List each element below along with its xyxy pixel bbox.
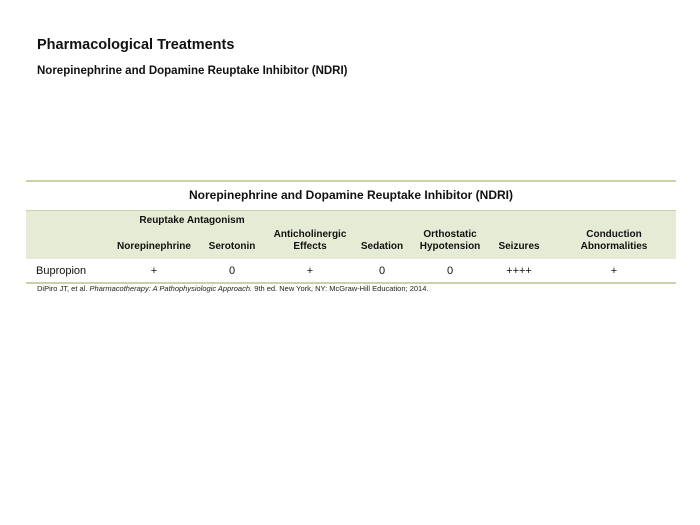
- reuptake-antagonism-header: Reuptake Antagonism: [114, 211, 270, 231]
- conduction-cell: +: [610, 264, 618, 277]
- table-row: [26, 259, 676, 282]
- column-header-norepinephrine: Norepinephrine: [114, 231, 194, 259]
- drug-name-cell: Bupropion: [36, 264, 87, 277]
- slide-subtitle: Norepinephrine and Dopamine Reuptake Inhibitor (NDRI): [37, 65, 348, 77]
- ndri-table-container: [26, 180, 676, 284]
- column-header-conduction: Conduction Abnormalities: [552, 211, 676, 259]
- seizures-cell: ++++: [506, 264, 532, 277]
- norepinephrine-cell: +: [150, 264, 158, 277]
- drug-column-header: [26, 211, 114, 259]
- column-header-seizures: Seizures: [486, 211, 552, 259]
- serotonin-cell: 0: [228, 264, 236, 277]
- column-header-sedation: Sedation: [350, 211, 414, 259]
- column-header-serotonin: Serotonin: [194, 231, 270, 259]
- citation: [37, 284, 428, 293]
- column-header-orthostatic: Orthostatic Hypotension: [414, 211, 486, 259]
- citation-authors: DiPiro JT, et al.: [37, 284, 90, 293]
- column-header-anticholinergic: Anticholinergic Effects: [270, 211, 350, 259]
- citation-work: Pharmacotherapy: A Pathophysiologic Approach.: [89, 284, 253, 293]
- table-caption: Norepinephrine and Dopamine Reuptake Inhibitor (NDRI): [188, 188, 514, 202]
- anticholinergic-cell: +: [306, 264, 314, 277]
- sedation-cell: 0: [378, 264, 386, 277]
- citation-details: 9th ed. New York, NY: McGraw-Hill Education; 2014.: [252, 284, 429, 293]
- ndri-table: [26, 211, 676, 282]
- slide-title: Pharmacological Treatments: [37, 37, 235, 53]
- orthostatic-cell: 0: [446, 264, 454, 277]
